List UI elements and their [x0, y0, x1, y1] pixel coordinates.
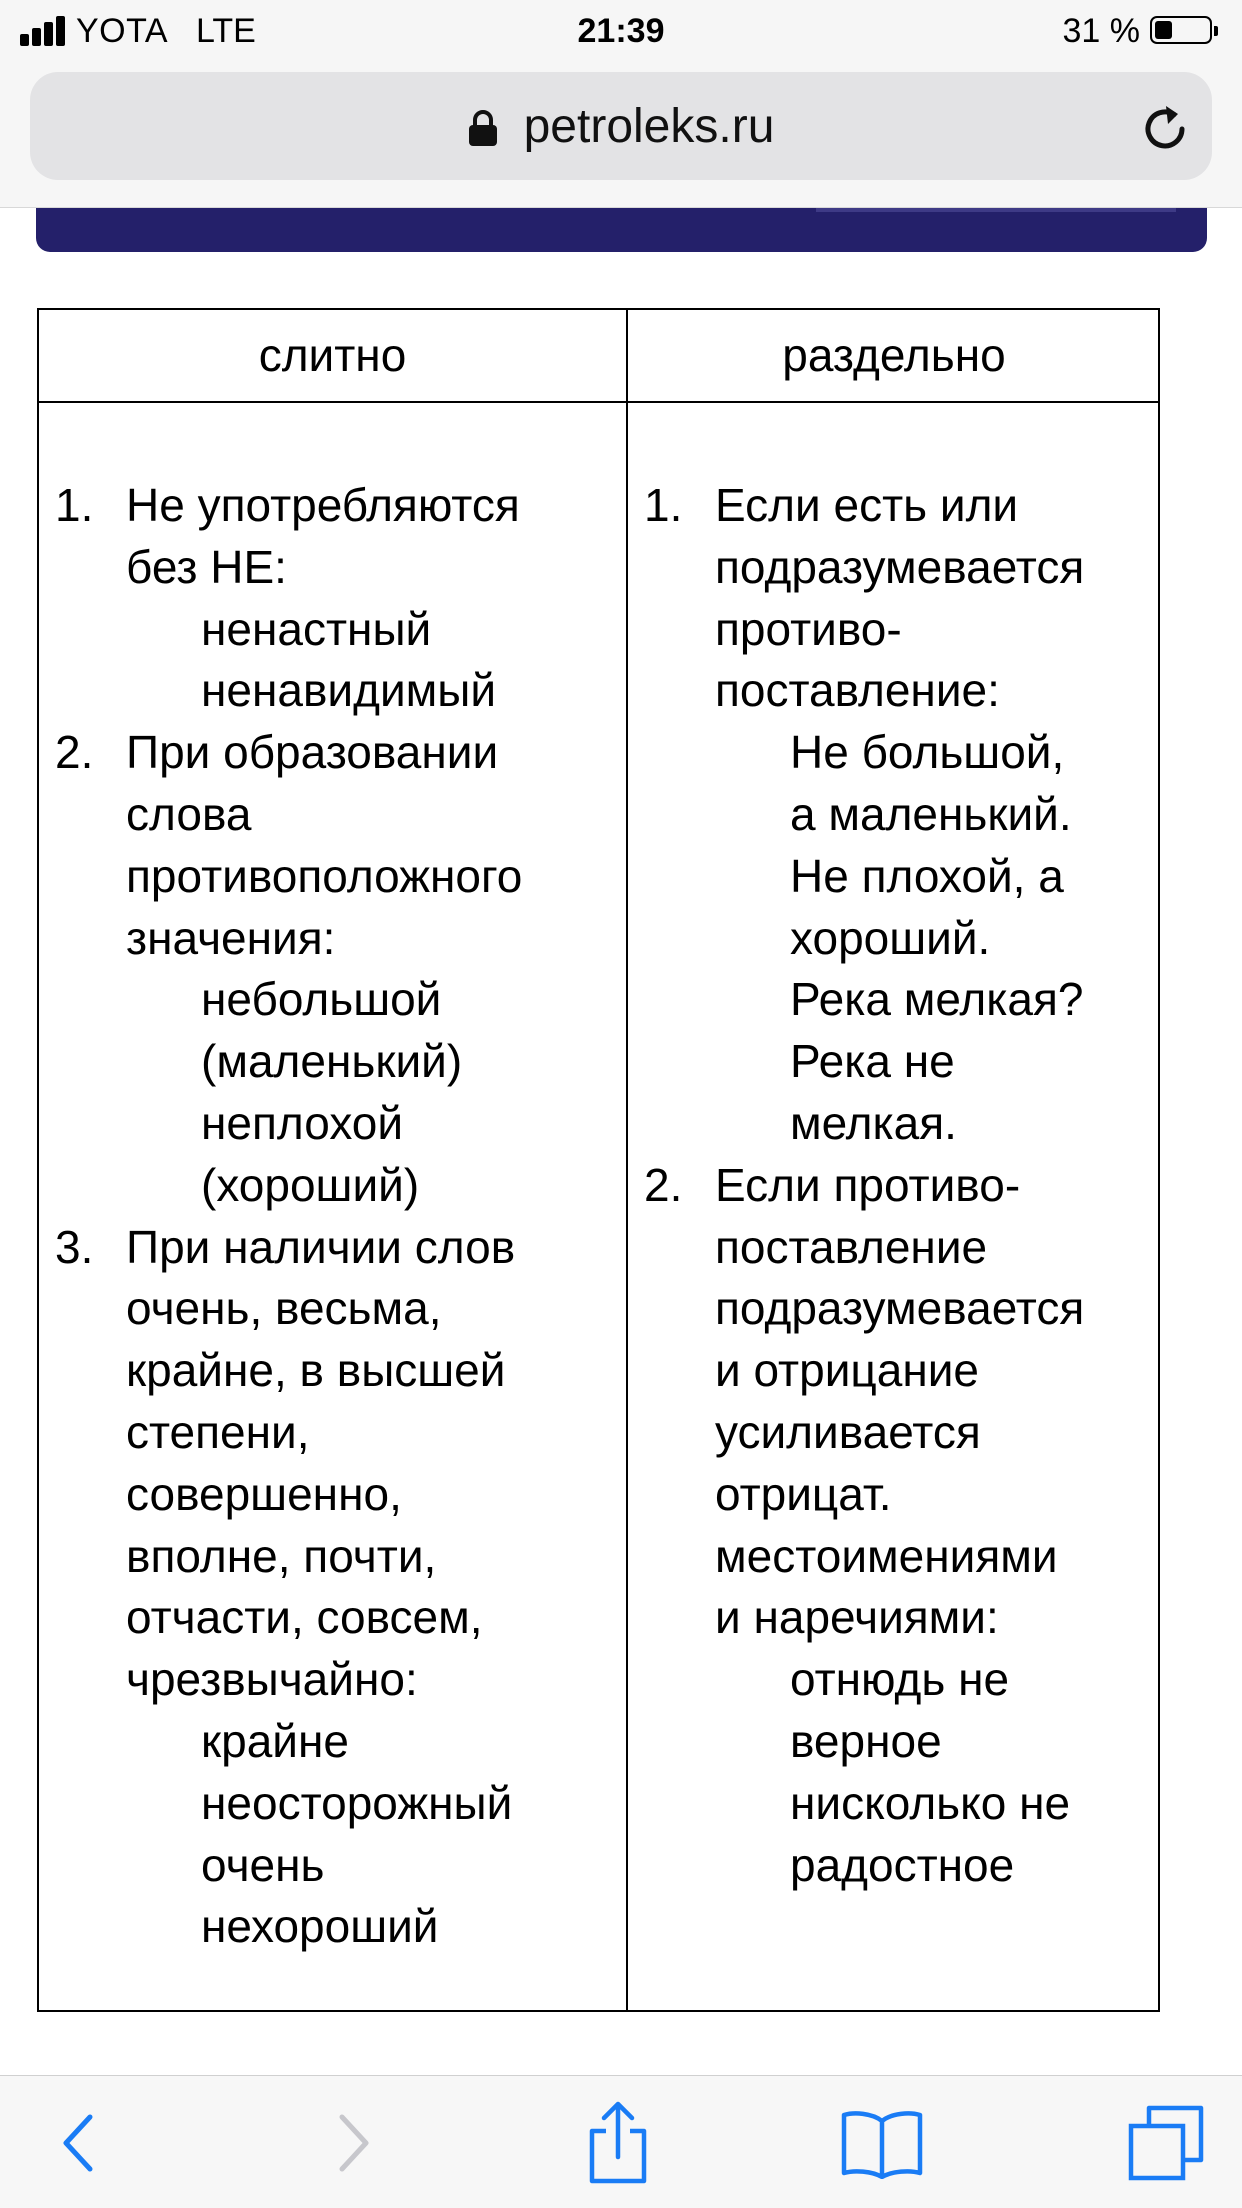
- rule-text-line: поставление:: [715, 664, 1000, 717]
- bottom-toolbar: [0, 2075, 1242, 2208]
- rule-example: Не большой,: [790, 726, 1065, 779]
- rule-text-line: степени,: [126, 1405, 310, 1458]
- rule-item: [644, 1155, 1144, 1897]
- rule-example: Не плохой, а: [790, 849, 1064, 902]
- rule-example: (маленький): [201, 1035, 463, 1088]
- rule-example: ненавидимый: [201, 664, 497, 717]
- tabs-button[interactable]: [1106, 2076, 1226, 2208]
- rule-text-line: поставление: [715, 1220, 988, 1273]
- rule-number: 2.: [55, 726, 94, 779]
- rule-text-line: отрицат.: [715, 1467, 892, 1520]
- rule-example: небольшой: [201, 973, 442, 1026]
- rule-example: отнюдь не: [790, 1653, 1010, 1706]
- rule-text-line: Не употребляются: [126, 479, 520, 531]
- forward-button[interactable]: [294, 2076, 414, 2208]
- rule-example: неосторожный: [201, 1776, 513, 1829]
- carrier-name: YOTA: [76, 12, 169, 50]
- column-together: [55, 475, 610, 1958]
- rule-text-line: и отрицание: [715, 1344, 980, 1397]
- status-bar: [0, 0, 1242, 64]
- browser-header: [0, 64, 1242, 208]
- rule-item: [55, 475, 610, 722]
- rule-text-line: вполне, почти,: [126, 1529, 437, 1582]
- rule-text-line: совершенно,: [126, 1467, 402, 1520]
- header-together: слитно: [258, 329, 407, 381]
- address-bar[interactable]: [30, 72, 1212, 180]
- rule-text-line: слова: [126, 787, 252, 840]
- rule-number: 3.: [55, 1220, 94, 1273]
- rule-example: нисколько не: [790, 1776, 1071, 1829]
- rule-example: очень: [201, 1838, 325, 1891]
- tabs-icon: [1127, 2104, 1205, 2182]
- network-type: LTE: [196, 12, 256, 50]
- rule-example: мелкая.: [790, 1096, 957, 1149]
- bookmarks-icon: [840, 2107, 924, 2179]
- rule-number: 1.: [644, 479, 683, 531]
- bookmarks-button[interactable]: [822, 2076, 942, 2208]
- rule-example: нехороший: [201, 1900, 439, 1953]
- rule-text-line: При образовании: [126, 726, 499, 779]
- rule-example: ненастный: [201, 602, 432, 655]
- spelling-rules-table: [37, 308, 1160, 2012]
- rule-item: [55, 722, 610, 1216]
- lock-icon: [468, 109, 498, 147]
- column-separate: [644, 475, 1144, 1896]
- share-button[interactable]: [558, 2076, 678, 2208]
- site-banner: [36, 208, 1207, 252]
- forward-icon: [334, 2111, 374, 2175]
- rule-text-line: подразумевается: [715, 540, 1085, 593]
- header-divider: [39, 401, 1158, 403]
- rule-text-line: противоположного: [126, 849, 523, 902]
- rule-example: радостное: [790, 1838, 1015, 1891]
- battery-icon: [1150, 16, 1212, 44]
- back-button[interactable]: [18, 2076, 138, 2208]
- rule-text-line: без НЕ:: [126, 540, 287, 593]
- battery-percent: 31 %: [1062, 12, 1140, 50]
- back-icon: [58, 2111, 98, 2175]
- rule-text-line: отчасти, совсем,: [126, 1591, 483, 1644]
- rule-text-line: местоимениями: [715, 1529, 1058, 1582]
- rule-example: крайне: [201, 1714, 349, 1767]
- rule-item: [55, 1217, 610, 1959]
- rule-example: верное: [790, 1714, 942, 1767]
- rule-example: Река не: [790, 1035, 955, 1088]
- rule-item: [644, 475, 1144, 1155]
- rule-text-line: чрезвычайно:: [126, 1653, 418, 1706]
- rule-text-line: Если противо-: [715, 1158, 1021, 1211]
- status-time: 21:39: [577, 12, 665, 50]
- rule-text-line: противо-: [715, 602, 902, 655]
- rule-example: (хороший): [201, 1158, 420, 1211]
- reload-icon[interactable]: [1138, 102, 1192, 156]
- column-divider: [626, 310, 628, 2010]
- rule-number: 1.: [55, 479, 94, 531]
- url-text[interactable]: petroleks.ru: [523, 99, 775, 153]
- rule-example: Река мелкая?: [790, 973, 1084, 1026]
- share-icon: [586, 2101, 650, 2185]
- rule-text-line: Если есть или: [715, 479, 1019, 531]
- rule-text-line: При наличии слов: [126, 1220, 516, 1273]
- header-separate: раздельно: [782, 329, 1006, 381]
- rule-example: а маленький.: [790, 787, 1072, 840]
- rule-number: 2.: [644, 1158, 683, 1211]
- rule-example: неплохой: [201, 1096, 404, 1149]
- rule-text-line: усиливается: [715, 1405, 981, 1458]
- rule-text-line: крайне, в высшей: [126, 1344, 506, 1397]
- rule-text-line: очень, весьма,: [126, 1282, 442, 1335]
- rule-text-line: и наречиями:: [715, 1591, 999, 1644]
- rule-example: хороший.: [790, 911, 991, 964]
- rule-text-line: значения:: [126, 911, 336, 964]
- rule-text-line: подразумевается: [715, 1282, 1085, 1335]
